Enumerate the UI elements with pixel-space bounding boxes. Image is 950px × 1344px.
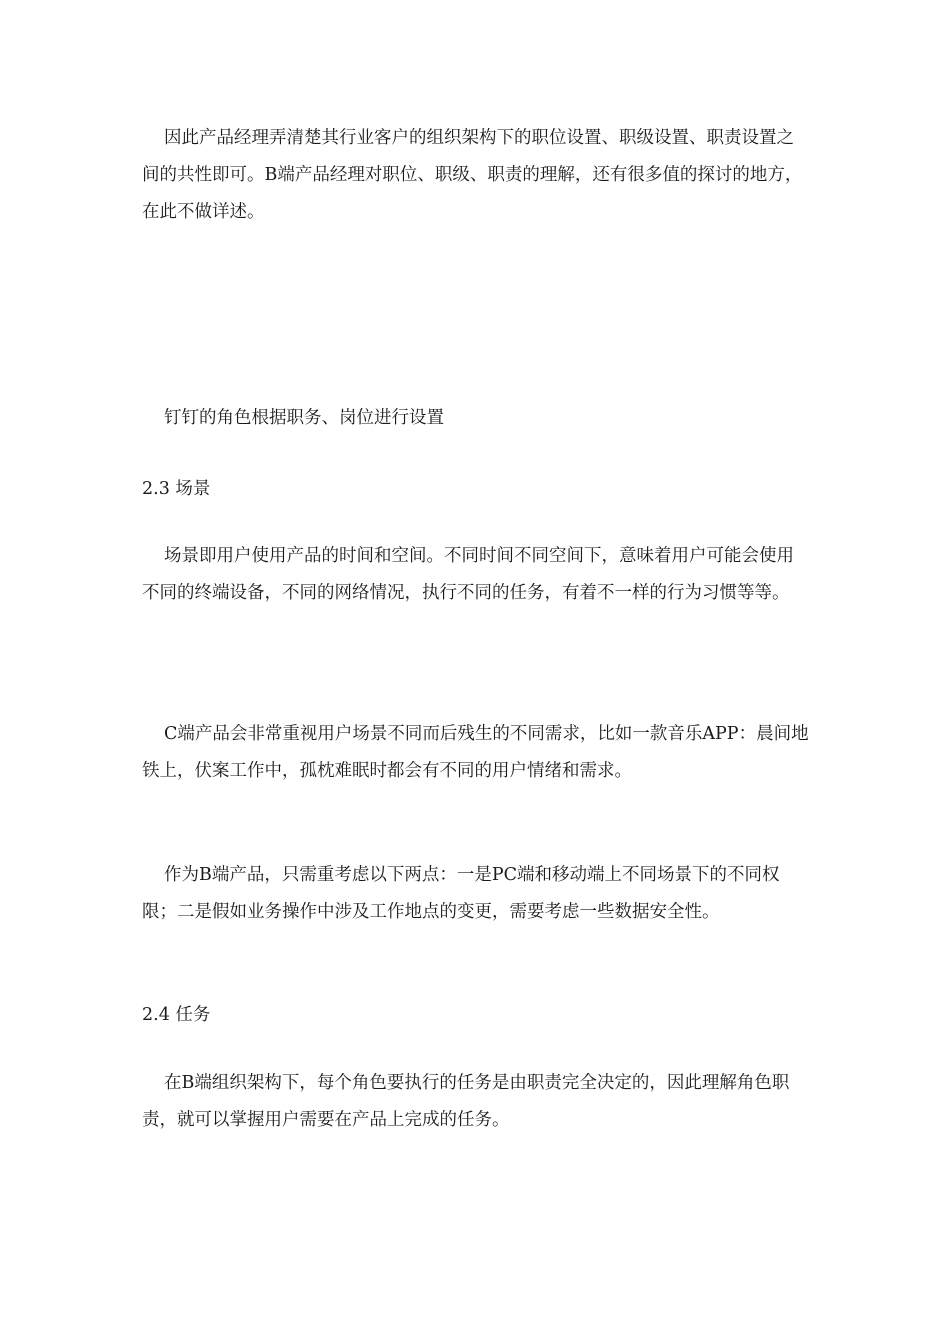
- paragraph-c-end-scenario: C端产品会非常重视用户场景不同而后残生的不同需求，比如一款音乐APP：晨间地铁上，伏案工作中，孤枕难眠时都会有不同的用户情绪和需求。: [142, 724, 809, 781]
- section-heading-task: 2.4 任务: [142, 1005, 211, 1025]
- paragraph-scenario-definition: 场景即用户使用产品的时间和空间。不同时间不同空间下，意味着用户可能会使用不同的终端设备，不同的网络情况，执行不同的任务，有着不一样的行为习惯等等。: [142, 546, 794, 603]
- caption-dingtalk-roles: 钉钉的角色根据职务、岗位进行设置: [164, 408, 444, 428]
- paragraph-org-structure: 因此产品经理弄清楚其行业客户的组织架构下的职位设置、职级设置、职责设置之间的共性即可。B端产品经理对职位、职级、职责的理解，还有很多值的探讨的地方，在此不做详述。: [142, 128, 803, 222]
- paragraph-task-definition: 在B端组织架构下，每个角色要执行的任务是由职责完全决定的，因此理解角色职责，就可以掌握用户需要在产品上完成的任务。: [142, 1073, 790, 1130]
- section-heading-scenario: 2.3 场景: [142, 479, 211, 499]
- paragraph-b-end-scenario: 作为B端产品，只需重考虑以下两点：一是PC端和移动端上不同场景下的不同权限；二是假如业务操作中涉及工作地点的变更，需要考虑一些数据安全性。: [142, 865, 780, 922]
